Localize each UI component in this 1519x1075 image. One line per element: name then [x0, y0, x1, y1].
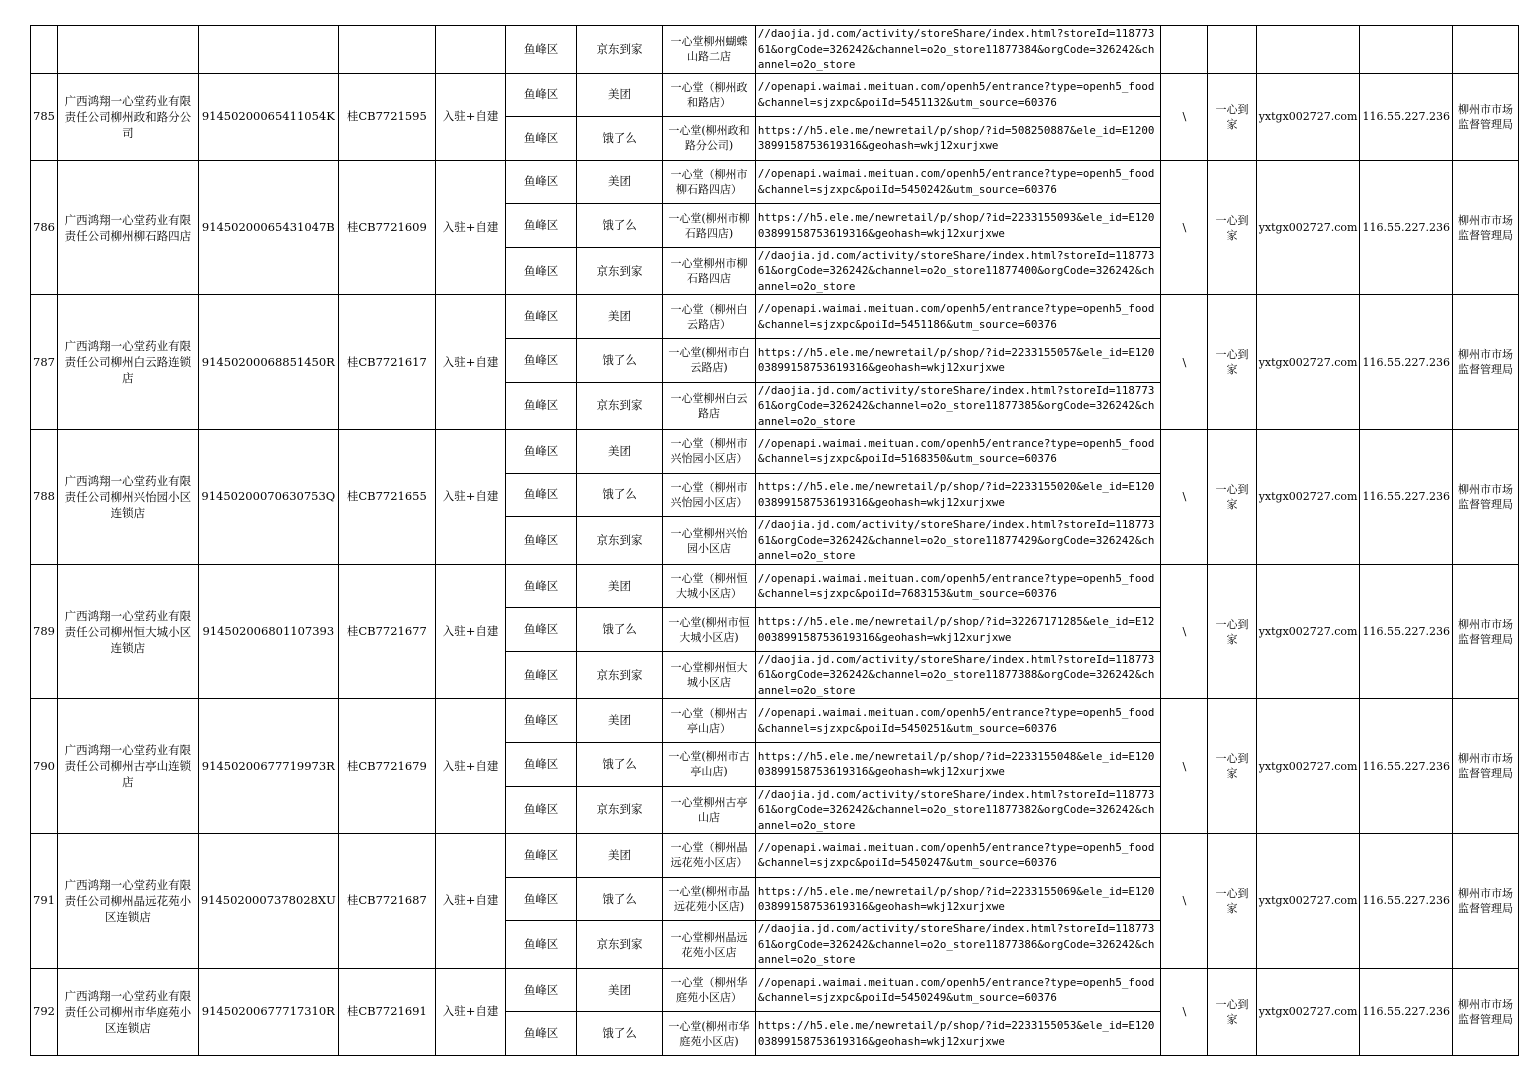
table-row: [31, 26, 1519, 74]
credit-code-cell: 9145020007378028XU: [198, 834, 338, 969]
shop-url-cell: //openapi.waimai.meituan.com/openh5/entrance?type=openh5_food&channel=sjzxpc&poiId=5451132&utm_source=60376: [755, 73, 1161, 117]
platform-cell: 饿了么: [576, 1012, 662, 1056]
platform-cell: 京东到家: [576, 517, 662, 565]
company-name-cell: 广西鸿翔一心堂药业有限责任公司柳州白云路连锁店: [57, 295, 198, 430]
shop-name-cell: 一心堂(柳州市晶远花苑小区店): [663, 877, 756, 921]
platform-cell: 美团: [576, 160, 662, 204]
credit-code-cell: 91450200065431047B: [198, 160, 338, 295]
platform-cell: 饿了么: [576, 877, 662, 921]
shop-url-cell: //daojia.jd.com/activity/storeShare/index.html?storeId=11877361&orgCode=326242&channel=o2o_store11877429&orgCode=326242&channel=o2o_store: [755, 517, 1161, 565]
district-cell: 鱼峰区: [506, 608, 577, 652]
shop-url-cell: //daojia.jd.com/activity/storeShare/index.html?storeId=11877361&orgCode=326242&channel=o2o_store11877385&orgCode=326242&channel=o2o_store: [755, 382, 1161, 430]
platform-cell: 京东到家: [576, 382, 662, 430]
credit-code-cell: 91450200677719973R: [198, 699, 338, 834]
shop-name-cell: 一心堂（柳州晶远花苑小区店）: [663, 834, 756, 878]
credit-code-cell: 91450200065411054K: [198, 73, 338, 160]
platform-cell: 美团: [576, 699, 662, 743]
shop-name-cell: 一心堂（柳州恒大城小区店）: [663, 564, 756, 608]
domain-cell: yxtgx002727.com: [1256, 968, 1360, 1055]
shop-name-cell: 一心堂柳州兴怡园小区店: [663, 517, 756, 565]
service-mode-cell: 入驻+自建: [435, 564, 505, 699]
platform-cell: 饿了么: [576, 743, 662, 787]
platform-cell: 饿了么: [576, 338, 662, 382]
shop-url-cell: //daojia.jd.com/activity/storeShare/index.html?storeId=11877361&orgCode=326242&channel=o2o_store11877384&orgCode=326242&channel=o2o_store: [755, 26, 1161, 74]
shop-url-cell: //openapi.waimai.meituan.com/openh5/entrance?type=openh5_food&channel=sjzxpc&poiId=5450249&utm_source=60376: [755, 968, 1161, 1012]
backslash-cell: \: [1161, 834, 1208, 969]
empty-cell: [1208, 26, 1256, 74]
district-cell: 鱼峰区: [506, 247, 577, 295]
app-name-cell: 一心到家: [1208, 699, 1256, 834]
ip-address-cell: 116.55.227.236: [1360, 699, 1452, 834]
shop-url-cell: //daojia.jd.com/activity/storeShare/index.html?storeId=11877361&orgCode=326242&channel=o2o_store11877386&orgCode=326242&channel=o2o_store: [755, 921, 1161, 969]
table-row: [31, 160, 1519, 204]
shop-url-cell: https://h5.ele.me/newretail/p/shop/?id=508250887&ele_id=E12003899158753619316&geohash=wkj12xurjxwe: [755, 117, 1161, 161]
ip-address-cell: 116.55.227.236: [1360, 430, 1452, 565]
domain-cell: yxtgx002727.com: [1256, 834, 1360, 969]
district-cell: 鱼峰区: [506, 921, 577, 969]
shop-name-cell: 一心堂(柳州市柳石路四店): [663, 204, 756, 248]
shop-name-cell: 一心堂(柳州政和路分公司): [663, 117, 756, 161]
shop-name-cell: 一心堂柳州古亭山店: [663, 786, 756, 834]
platform-cell: 美团: [576, 73, 662, 117]
license-number-cell: 桂CB7721691: [338, 968, 435, 1055]
platform-cell: 美团: [576, 564, 662, 608]
ip-address-cell: 116.55.227.236: [1360, 73, 1452, 160]
row-number-cell: 790: [31, 699, 58, 834]
shop-name-cell: 一心堂（柳州市柳石路四店）: [663, 160, 756, 204]
app-name-cell: 一心到家: [1208, 834, 1256, 969]
service-mode-cell: 入驻+自建: [435, 295, 505, 430]
domain-cell: yxtgx002727.com: [1256, 160, 1360, 295]
district-cell: 鱼峰区: [506, 295, 577, 339]
shop-url-cell: //openapi.waimai.meituan.com/openh5/entrance?type=openh5_food&channel=sjzxpc&poiId=7683153&utm_source=60376: [755, 564, 1161, 608]
authority-cell: 柳州市市场监督管理局: [1452, 564, 1518, 699]
shop-url-cell: //openapi.waimai.meituan.com/openh5/entrance?type=openh5_food&channel=sjzxpc&poiId=5450251&utm_source=60376: [755, 699, 1161, 743]
platform-cell: 美团: [576, 430, 662, 474]
shop-url-cell: //daojia.jd.com/activity/storeShare/index.html?storeId=11877361&orgCode=326242&channel=o2o_store11877400&orgCode=326242&channel=o2o_store: [755, 247, 1161, 295]
service-mode-cell: 入驻+自建: [435, 430, 505, 565]
district-cell: 鱼峰区: [506, 338, 577, 382]
empty-cell: [57, 26, 198, 74]
district-cell: 鱼峰区: [506, 1012, 577, 1056]
shop-name-cell: 一心堂柳州市柳石路四店: [663, 247, 756, 295]
authority-cell: 柳州市市场监督管理局: [1452, 73, 1518, 160]
license-number-cell: 桂CB7721655: [338, 430, 435, 565]
shop-url-cell: //openapi.waimai.meituan.com/openh5/entrance?type=openh5_food&channel=sjzxpc&poiId=5168350&utm_source=60376: [755, 430, 1161, 474]
table-row: [31, 295, 1519, 339]
shop-url-cell: https://h5.ele.me/newretail/p/shop/?id=2233155069&ele_id=E12003899158753619316&geohash=wkj12xurjxwe: [755, 877, 1161, 921]
shop-name-cell: 一心堂柳州晶远花苑小区店: [663, 921, 756, 969]
platform-cell: 美团: [576, 968, 662, 1012]
empty-cell: [198, 26, 338, 74]
license-number-cell: 桂CB7721679: [338, 699, 435, 834]
domain-cell: yxtgx002727.com: [1256, 295, 1360, 430]
shop-url-cell: https://h5.ele.me/newretail/p/shop/?id=2233155053&ele_id=E12003899158753619316&geohash=wkj12xurjxwe: [755, 1012, 1161, 1056]
backslash-cell: \: [1161, 73, 1208, 160]
district-cell: 鱼峰区: [506, 564, 577, 608]
domain-cell: yxtgx002727.com: [1256, 73, 1360, 160]
district-cell: 鱼峰区: [506, 968, 577, 1012]
ip-address-cell: 116.55.227.236: [1360, 564, 1452, 699]
district-cell: 鱼峰区: [506, 73, 577, 117]
shop-url-cell: //openapi.waimai.meituan.com/openh5/entrance?type=openh5_food&channel=sjzxpc&poiId=5450242&utm_source=60376: [755, 160, 1161, 204]
empty-cell: [1360, 26, 1452, 74]
platform-cell: 美团: [576, 834, 662, 878]
row-number-cell: 791: [31, 834, 58, 969]
credit-code-cell: 914502006801107393: [198, 564, 338, 699]
platform-cell: 京东到家: [576, 26, 662, 74]
domain-cell: yxtgx002727.com: [1256, 430, 1360, 565]
authority-cell: 柳州市市场监督管理局: [1452, 968, 1518, 1055]
backslash-cell: \: [1161, 295, 1208, 430]
company-name-cell: 广西鸿翔一心堂药业有限责任公司柳州市华庭苑小区连锁店: [57, 968, 198, 1055]
authority-cell: 柳州市市场监督管理局: [1452, 160, 1518, 295]
row-number-cell: 786: [31, 160, 58, 295]
authority-cell: 柳州市市场监督管理局: [1452, 834, 1518, 969]
shop-name-cell: 一心堂柳州蝴蝶山路二店: [663, 26, 756, 74]
table-row: [31, 699, 1519, 743]
district-cell: 鱼峰区: [506, 204, 577, 248]
shop-url-cell: https://h5.ele.me/newretail/p/shop/?id=2233155020&ele_id=E12003899158753619316&geohash=wkj12xurjxwe: [755, 473, 1161, 517]
shop-name-cell: 一心堂柳州白云路店: [663, 382, 756, 430]
app-name-cell: 一心到家: [1208, 160, 1256, 295]
license-number-cell: 桂CB7721687: [338, 834, 435, 969]
backslash-cell: \: [1161, 564, 1208, 699]
shop-name-cell: 一心堂（柳州市兴怡园小区店）: [663, 430, 756, 474]
records-body: [31, 26, 1519, 1056]
app-name-cell: 一心到家: [1208, 564, 1256, 699]
platform-cell: 美团: [576, 295, 662, 339]
shop-name-cell: 一心堂(柳州市白云路店): [663, 338, 756, 382]
service-mode-cell: 入驻+自建: [435, 968, 505, 1055]
credit-code-cell: 91450200070630753Q: [198, 430, 338, 565]
shop-name-cell: 一心堂（柳州华庭苑小区店）: [663, 968, 756, 1012]
table-row: [31, 73, 1519, 117]
row-number-cell: 788: [31, 430, 58, 565]
shop-name-cell: 一心堂(柳州市古亭山店): [663, 743, 756, 787]
shop-name-cell: 一心堂(柳州市恒大城小区店): [663, 608, 756, 652]
shop-url-cell: //openapi.waimai.meituan.com/openh5/entrance?type=openh5_food&channel=sjzxpc&poiId=5451186&utm_source=60376: [755, 295, 1161, 339]
shop-name-cell: 一心堂（柳州政和路店）: [663, 73, 756, 117]
service-mode-cell: 入驻+自建: [435, 699, 505, 834]
platform-cell: 饿了么: [576, 608, 662, 652]
ip-address-cell: 116.55.227.236: [1360, 295, 1452, 430]
platform-cell: 京东到家: [576, 921, 662, 969]
records-table: [30, 25, 1519, 1056]
ip-address-cell: 116.55.227.236: [1360, 834, 1452, 969]
district-cell: 鱼峰区: [506, 877, 577, 921]
district-cell: 鱼峰区: [506, 699, 577, 743]
license-number-cell: 桂CB7721677: [338, 564, 435, 699]
service-mode-cell: 入驻+自建: [435, 160, 505, 295]
app-name-cell: 一心到家: [1208, 73, 1256, 160]
app-name-cell: 一心到家: [1208, 430, 1256, 565]
row-number-cell: 785: [31, 73, 58, 160]
domain-cell: yxtgx002727.com: [1256, 699, 1360, 834]
platform-cell: 京东到家: [576, 786, 662, 834]
shop-url-cell: https://h5.ele.me/newretail/p/shop/?id=2233155048&ele_id=E12003899158753619316&geohash=wkj12xurjxwe: [755, 743, 1161, 787]
district-cell: 鱼峰区: [506, 786, 577, 834]
district-cell: 鱼峰区: [506, 160, 577, 204]
district-cell: 鱼峰区: [506, 26, 577, 74]
shop-name-cell: 一心堂（柳州白云路店）: [663, 295, 756, 339]
credit-code-cell: 91450200068851450R: [198, 295, 338, 430]
platform-cell: 京东到家: [576, 651, 662, 699]
row-number-cell: 789: [31, 564, 58, 699]
row-number-cell: 792: [31, 968, 58, 1055]
platform-cell: 饿了么: [576, 204, 662, 248]
ip-address-cell: 116.55.227.236: [1360, 968, 1452, 1055]
authority-cell: 柳州市市场监督管理局: [1452, 699, 1518, 834]
service-mode-cell: 入驻+自建: [435, 73, 505, 160]
authority-cell: 柳州市市场监督管理局: [1452, 295, 1518, 430]
shop-url-cell: https://h5.ele.me/newretail/p/shop/?id=2233155057&ele_id=E12003899158753619316&geohash=wkj12xurjxwe: [755, 338, 1161, 382]
platform-cell: 京东到家: [576, 247, 662, 295]
company-name-cell: 广西鸿翔一心堂药业有限责任公司柳州晶远花苑小区连锁店: [57, 834, 198, 969]
district-cell: 鱼峰区: [506, 430, 577, 474]
company-name-cell: 广西鸿翔一心堂药业有限责任公司柳州恒大城小区连锁店: [57, 564, 198, 699]
district-cell: 鱼峰区: [506, 117, 577, 161]
ip-address-cell: 116.55.227.236: [1360, 160, 1452, 295]
district-cell: 鱼峰区: [506, 743, 577, 787]
backslash-cell: \: [1161, 968, 1208, 1055]
shop-name-cell: 一心堂（柳州市兴怡园小区店）: [663, 473, 756, 517]
platform-cell: 饿了么: [576, 117, 662, 161]
company-name-cell: 广西鸿翔一心堂药业有限责任公司柳州古亭山连锁店: [57, 699, 198, 834]
empty-cell: [338, 26, 435, 74]
backslash-cell: \: [1161, 430, 1208, 565]
shop-url-cell: https://h5.ele.me/newretail/p/shop/?id=32267171285&ele_id=E12003899158753619316&geohash=wkj12xurjxwe: [755, 608, 1161, 652]
empty-cell: [1161, 26, 1208, 74]
shop-url-cell: https://h5.ele.me/newretail/p/shop/?id=2233155093&ele_id=E12003899158753619316&geohash=wkj12xurjxwe: [755, 204, 1161, 248]
shop-url-cell: //daojia.jd.com/activity/storeShare/index.html?storeId=11877361&orgCode=326242&channel=o2o_store11877382&orgCode=326242&channel=o2o_store: [755, 786, 1161, 834]
license-number-cell: 桂CB7721617: [338, 295, 435, 430]
company-name-cell: 广西鸿翔一心堂药业有限责任公司柳州柳石路四店: [57, 160, 198, 295]
empty-cell: [435, 26, 505, 74]
shop-name-cell: 一心堂（柳州古亭山店）: [663, 699, 756, 743]
empty-cell: [31, 26, 58, 74]
district-cell: 鱼峰区: [506, 473, 577, 517]
company-name-cell: 广西鸿翔一心堂药业有限责任公司柳州兴怡园小区连锁店: [57, 430, 198, 565]
license-number-cell: 桂CB7721609: [338, 160, 435, 295]
district-cell: 鱼峰区: [506, 651, 577, 699]
license-number-cell: 桂CB7721595: [338, 73, 435, 160]
app-name-cell: 一心到家: [1208, 295, 1256, 430]
table-row: [31, 430, 1519, 474]
company-name-cell: 广西鸿翔一心堂药业有限责任公司柳州政和路分公司: [57, 73, 198, 160]
backslash-cell: \: [1161, 699, 1208, 834]
table-row: [31, 968, 1519, 1012]
app-name-cell: 一心到家: [1208, 968, 1256, 1055]
domain-cell: yxtgx002727.com: [1256, 564, 1360, 699]
shop-name-cell: 一心堂柳州恒大城小区店: [663, 651, 756, 699]
empty-cell: [1256, 26, 1360, 74]
empty-cell: [1452, 26, 1518, 74]
shop-name-cell: 一心堂(柳州市华庭苑小区店): [663, 1012, 756, 1056]
authority-cell: 柳州市市场监督管理局: [1452, 430, 1518, 565]
backslash-cell: \: [1161, 160, 1208, 295]
platform-cell: 饿了么: [576, 473, 662, 517]
district-cell: 鱼峰区: [506, 517, 577, 565]
credit-code-cell: 91450200677717310R: [198, 968, 338, 1055]
table-row: [31, 834, 1519, 878]
row-number-cell: 787: [31, 295, 58, 430]
shop-url-cell: //openapi.waimai.meituan.com/openh5/entrance?type=openh5_food&channel=sjzxpc&poiId=5450247&utm_source=60376: [755, 834, 1161, 878]
district-cell: 鱼峰区: [506, 834, 577, 878]
service-mode-cell: 入驻+自建: [435, 834, 505, 969]
table-row: [31, 564, 1519, 608]
shop-url-cell: //daojia.jd.com/activity/storeShare/index.html?storeId=11877361&orgCode=326242&channel=o2o_store11877388&orgCode=326242&channel=o2o_store: [755, 651, 1161, 699]
district-cell: 鱼峰区: [506, 382, 577, 430]
